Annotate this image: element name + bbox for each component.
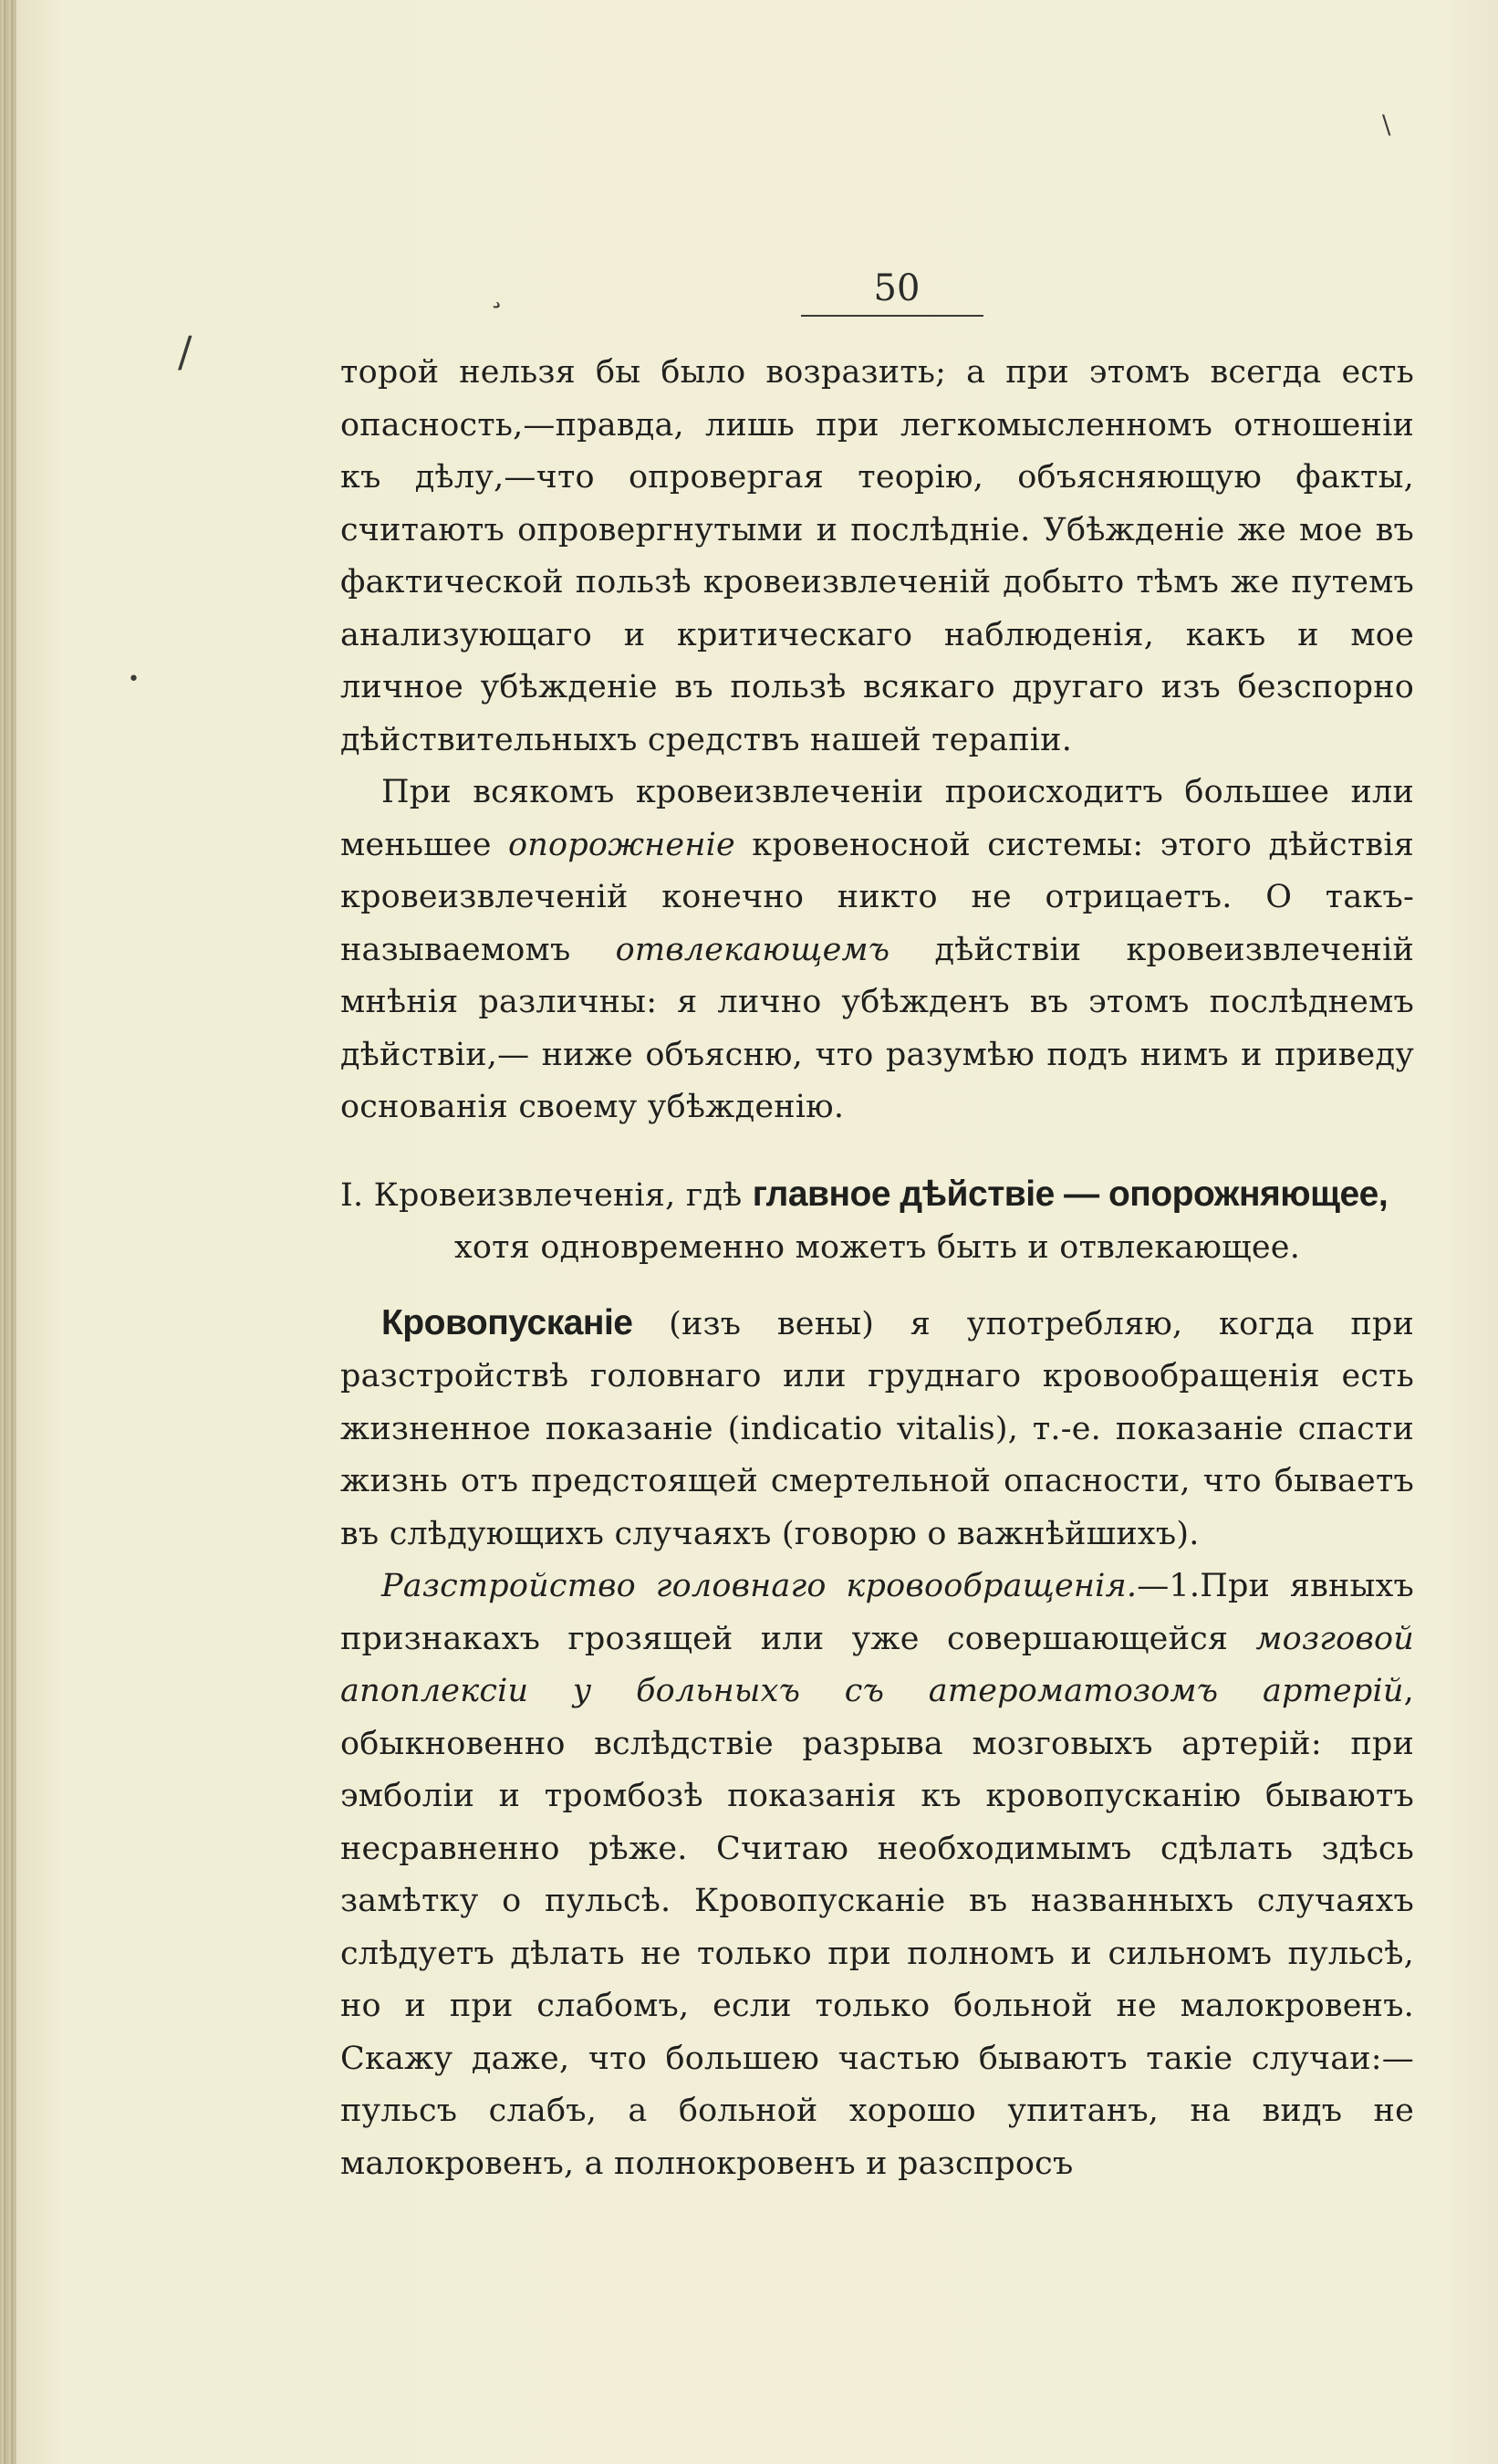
paragraph-2-part-2: кровеносной системы: этого дѣйствія кровеизвлеченій конечно никто не отрицаетъ. О такъ-называемомъ <box>340 826 1414 968</box>
body-text <box>340 347 1414 2190</box>
header-rule <box>801 315 983 317</box>
paragraph-4 <box>340 1561 1414 2190</box>
section-heading-prefix: I. Кровеизвлеченія, гдѣ <box>340 1176 753 1214</box>
section-heading-bold: главное дѣйствіе — опорожняющее, <box>752 1174 1389 1214</box>
paragraph-2 <box>340 767 1414 1134</box>
section-heading-subtitle: хотя одновременно можетъ быть и отвлекающее. <box>453 1229 1301 1266</box>
margin-mark-slash: / <box>178 327 192 376</box>
book-spine-edge <box>0 0 16 2464</box>
paragraph-3-text: (изъ вены) я употребляю, когда при разстройствѣ головнаго или груднаго кровообращенія есть жизненное показаніе (indicatio vitalis), т.-е. показаніе спасти жизнь отъ предстоящей смертельной опасности, что бываетъ въ слѣдующихъ случаяхъ (говорю о важнѣйшихъ). <box>340 1305 1414 1552</box>
term-apoplexy: мозговой апоплексіи у больныхъ съ атероматозомъ артерій <box>340 1620 1414 1709</box>
term-oporozhnenie: опорожненіе <box>508 826 735 863</box>
paragraph-4-lead: Разстройство головнаго кровообращенія. <box>381 1568 1138 1604</box>
paragraph-4-part-1: —1.При явныхъ признакахъ грозящей или уже совершающейся <box>340 1568 1415 1657</box>
paragraph-3 <box>340 1297 1414 1561</box>
paragraph-4-part-2: , обыкновенно вслѣдствіе разрыва мозговыхъ артерій: при эмболіи и тромбозѣ показанія къ кровопусканію бываютъ несравненно рѣже. Считаю необходимымъ сдѣлать здѣсь замѣтку о пульсѣ. Кровопусканіе въ названныхъ случаяхъ слѣдуетъ дѣлать не только при полномъ и сильномъ пульсѣ, но и при слабомъ, если только больной не малокровенъ. Скажу даже, что большею частью бываютъ такіе случаи:—пульсъ слабъ, а больной хорошо упитанъ, на видъ не малокровенъ, а полнокровенъ и разспросъ <box>340 1673 1414 2182</box>
margin-mark-top-right: \ <box>1382 110 1391 140</box>
margin-mark-top-left: ¸ <box>489 274 505 310</box>
term-otvlekayushchem: отвлекающемъ <box>615 931 890 968</box>
section-heading <box>340 1168 1414 1275</box>
paragraph-2-part-3: дѣйствіи кровеизвлеченій мнѣнія различны: я лично убѣжденъ въ этомъ послѣднемъ дѣйствіи,— ниже объясню, что разумѣю подъ нимъ и приведу основанія своему убѣжденію. <box>340 931 1414 1125</box>
page-number: 50 <box>873 267 921 309</box>
term-krovopuskanie: Кровопусканіе <box>381 1302 633 1342</box>
paragraph-1 <box>340 347 1414 767</box>
paragraph-2-part-1: При всякомъ кровеизвлеченіи происходитъ большее или меньшее <box>340 774 1414 863</box>
paragraph-1-text: торой нельзя бы было возразить; а при этомъ всегда есть опасность,—правда, лишь при легкомысленномъ отношеніи къ дѣлу,—что опровергая теорію, объясняющую факты, считаютъ опровергнутыми и послѣдніе. Убѣжденіе же мое въ фактической пользѣ кровеизвлеченій добыто тѣмъ же путемъ анализующаго и критическаго наблюденія, какъ и мое личное убѣжденіе въ пользѣ всякаго другаго изъ безспорно дѣйствительныхъ средствъ нашей терапіи. <box>340 354 1414 758</box>
margin-mark-dot: • <box>128 668 140 691</box>
